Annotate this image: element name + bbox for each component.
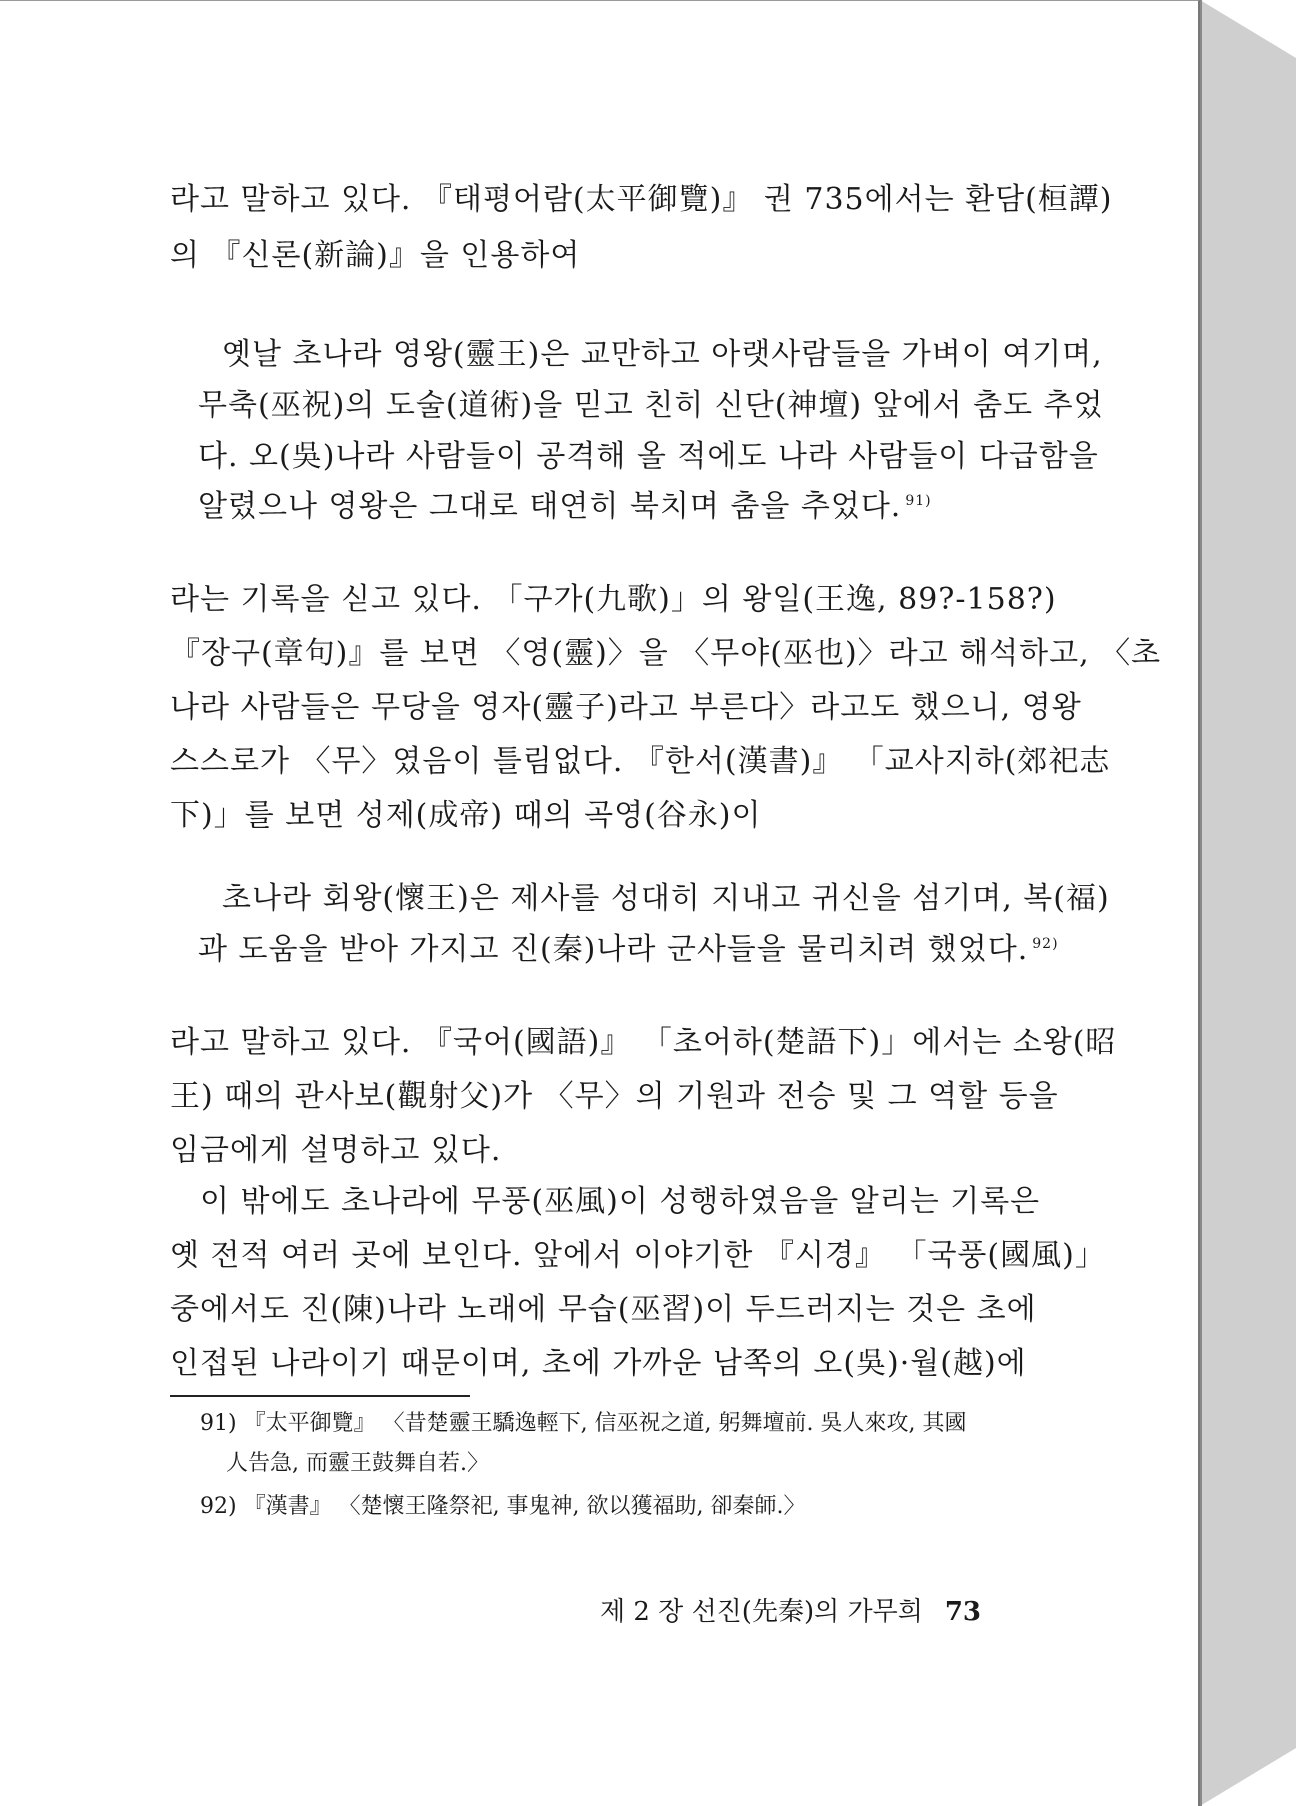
text-line: 중에서도 진(陳)나라 노래에 무습(巫習)이 두드러지는 것은 초에 [170,1292,1037,1327]
footnote-divider [170,1395,470,1397]
text-line: 옛날 초나라 영왕(靈王)은 교만하고 아랫사람들을 가벼이 여기며, [222,337,1103,372]
chapter-title: 제 2 장 선진(先秦)의 가무희 [600,1597,923,1627]
text-line: 무축(巫祝)의 도술(道術)을 믿고 친히 신단(神壇) 앞에서 춤도 추었 [198,388,1104,423]
text-line [198,481,932,525]
text-line: 라고 말하고 있다. 『국어(國語)』 「초어하(楚語下)」에서는 소왕(昭 [170,1025,1117,1060]
text-line: 스스로가 〈무〉였음이 틀림없다. 『한서(漢書)』 「교사지하(郊祀志 [170,744,1111,779]
footnote-ref-91: 91) [905,493,932,509]
text-line: 이 밖에도 초나라에 무풍(巫風)이 성행하였음을 알리는 기록은 [200,1184,1041,1219]
footnote-91-line-1: 91) 『太平御覽』 〈昔楚靈王驕逸輕下, 信巫祝之道, 躬舞壇前. 吳人來攻, 其國 [200,1411,967,1436]
text-line: 인접된 나라이기 때문이며, 초에 가까운 남쪽의 오(吳)·월(越)에 [170,1346,1027,1381]
text-line: 의 『신론(新論)』을 인용하여 [170,238,581,273]
text-line: 초나라 회왕(懷王)은 제사를 성대히 지내고 귀신을 섬기며, 복(福) [222,881,1110,916]
text-line [198,924,1059,968]
text-line: 옛 전적 여러 곳에 보인다. 앞에서 이야기한 『시경』 「국풍(國風)」 [170,1238,1106,1273]
footnote-92: 92) 『漢書』 〈楚懷王隆祭祀, 事鬼神, 欲以獲福助, 卻秦師.〉 [200,1494,806,1519]
text-line: 下)」를 보면 성제(成帝) 때의 곡영(谷永)이 [170,798,762,833]
text-line: 임금에게 설명하고 있다. [170,1133,502,1168]
text-line: 나라 사람들은 무당을 영자(靈子)라고 부른다〉라고도 했으니, 영왕 [170,690,1082,725]
text-line: 라고 말하고 있다. 『태평어람(太平御覽)』 권 735에서는 환담(桓譚) [170,182,1113,217]
text-line: 王) 때의 관사보(觀射父)가 〈무〉의 기원과 전승 및 그 역할 등을 [170,1079,1059,1114]
text-line: 라는 기록을 싣고 있다. 「구가(九歌)」의 왕일(王逸, 89?-158?) [170,582,1057,617]
page-footer [600,1591,981,1628]
text-line: 『장구(章句)』를 보면 〈영(靈)〉을 〈무야(巫也)〉라고 해석하고, 〈초 [170,636,1162,671]
footnote-91-line-2: 人告急, 而靈王鼓舞自若.〉 [226,1451,489,1476]
page-number: 73 [944,1597,982,1627]
page-side-shadow [1200,0,1296,1806]
quote-text: 과 도움을 받아 가지고 진(秦)나라 군사들을 물리치려 했었다. [198,932,1029,967]
text-line: 다. 오(吳)나라 사람들이 공격해 올 적에도 나라 사람들이 다급함을 [198,439,1099,474]
footnote-ref-92: 92) [1032,936,1059,952]
quote-text: 알렸으나 영왕은 그대로 태연히 북치며 춤을 추었다. [198,489,902,524]
